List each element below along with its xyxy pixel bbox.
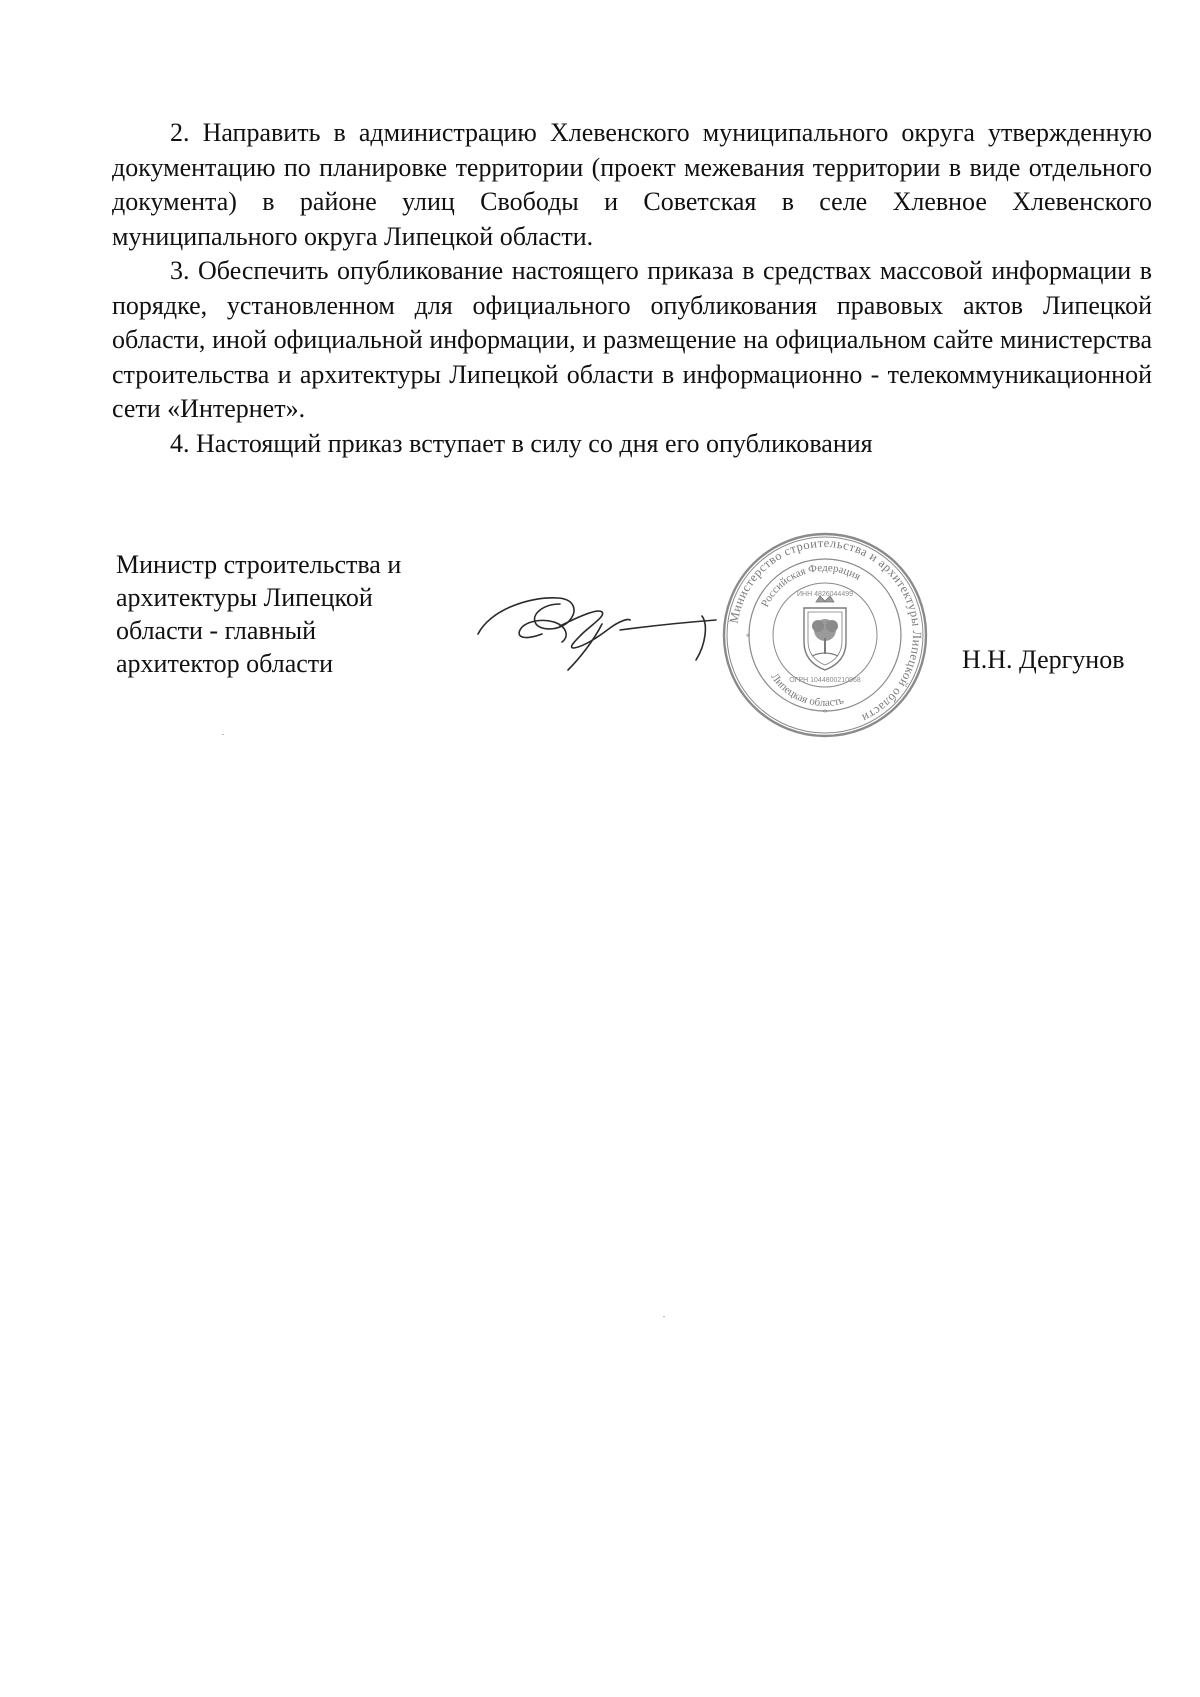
paragraph-2: 2. Направить в администрацию Хлевенского муниципального округа утвержденную документацию по планировке территории (проект межевания территории в виде отдельного документа) в районе улиц Свободы и Советская в селе Хлевное Хлевенского муниципального округа Липецкой области.	[112, 118, 1152, 251]
seal-outer-text: Министерство строительства и архитектуры Липецкой области	[726, 535, 925, 726]
scan-speck	[663, 1316, 665, 1317]
seal-inner-top-text: Российская Федерация	[759, 561, 863, 610]
seal-inn-text: ИНН 4826044499	[796, 591, 854, 598]
seal-ogrn-text: ОГРН 1044800210968	[789, 677, 861, 684]
paragraph-3: 3. Обеспечить опубликование настоящего приказа в средствах массовой информации в порядке, установленном для официального опубликования правовых актов Липецкой области, иной официальной информации, и размещение на официальном сайте министерства строительства и архитектуры Липецкой области в информационно - телекоммуникационной сети «Интернет».	[112, 256, 1152, 423]
signatory-title-line: архитектор области	[116, 649, 334, 678]
svg-text:*: *	[822, 708, 828, 719]
signatory-name: Н.Н. Дергунов	[962, 645, 1125, 674]
order-body	[112, 116, 1152, 461]
seal-inner-bottom-text: Липецкая область	[768, 671, 846, 710]
paragraph-4: 4. Настоящий приказ вступает в силу со дня его опубликования	[170, 428, 873, 458]
signatory-title-line: Министр строительства и	[116, 550, 402, 579]
signatory-title-line: области - главный	[116, 616, 317, 645]
signatory-title-line: архитектуры Липецкой	[116, 583, 373, 612]
coat-of-arms-icon	[804, 596, 846, 670]
svg-text:*: *	[745, 632, 751, 642]
signatory-title	[116, 548, 456, 680]
scan-speck	[222, 734, 224, 735]
handwritten-signature	[470, 590, 790, 700]
